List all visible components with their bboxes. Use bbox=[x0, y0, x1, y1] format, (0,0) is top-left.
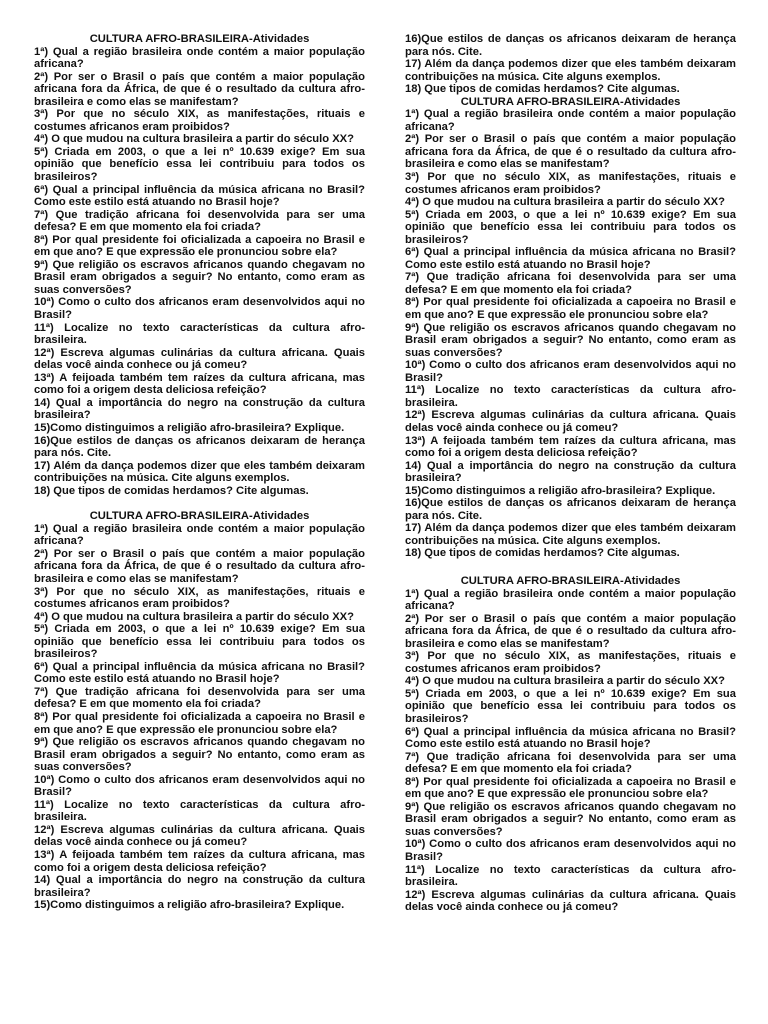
question-item: 17) Além da dança podemos dizer que eles também deixaram contribuições na música. Cite alguns exemplos. bbox=[34, 459, 365, 485]
question-item: 8ª) Por qual presidente foi oficializada a capoeira no Brasil e em que ano? E que expressão ele pronunciou sobre ela? bbox=[405, 296, 736, 322]
question-item: 1ª) Qual a região brasileira onde contém a maior população africana? bbox=[34, 45, 365, 71]
question-item: 4ª) O que mudou na cultura brasileira a partir do século XX? bbox=[34, 610, 354, 623]
continuation-block bbox=[405, 33, 736, 96]
question-item: 1ª) Qual a região brasileira onde contém a maior população africana? bbox=[405, 587, 736, 613]
question-item: 14) Qual a importância do negro na construção da cultura brasileira? bbox=[34, 396, 365, 422]
question-item: 6ª) Qual a principal influência da música africana no Brasil? Como este estilo está atuando no Brasil hoje? bbox=[405, 246, 736, 271]
question-item: 11ª) Localize no texto características da cultura afro-brasileira. bbox=[34, 798, 365, 824]
question-item: 11ª) Localize no texto características da cultura afro-brasileira. bbox=[405, 863, 736, 889]
question-item: 9ª) Que religião os escravos africanos quando chegavam no Brasil eram obrigados a seguir? No entanto, como eram as suas conversões? bbox=[405, 321, 736, 359]
question-item: 3ª) Por que no século XIX, as manifestações, rituais e costumes africanos eram proibidos? bbox=[405, 650, 736, 675]
question-item: 5ª) Criada em 2003, o que a lei nº 10.639 exige? Em sua opinião que benefício essa lei contribuiu para todos os brasileiros? bbox=[405, 208, 736, 246]
question-item: 13ª) A feijoada também tem raízes da cultura africana, mas como foi a origem desta deliciosa refeição? bbox=[34, 371, 365, 397]
activity-block-right-1 bbox=[405, 96, 736, 560]
question-item: 14) Qual a importância do negro na construção da cultura brasileira? bbox=[34, 874, 365, 899]
question-item: 7ª) Que tradição africana foi desenvolvida para ser uma defesa? E em que momento ela foi criada? bbox=[34, 208, 365, 234]
question-item: 16)Que estilos de danças os africanos deixaram de herança para nós. Cite. bbox=[405, 497, 736, 522]
question-item: 17) Além da dança podemos dizer que eles também deixaram contribuições na música. Cite alguns exemplos. bbox=[405, 58, 736, 83]
question-item: 8ª) Por qual presidente foi oficializada a capoeira no Brasil e em que ano? E que expressão ele pronunciou sobre ela? bbox=[405, 775, 736, 801]
question-item: 4ª) O que mudou na cultura brasileira a partir do século XX? bbox=[405, 196, 725, 209]
question-item: 3ª) Por que no século XIX, as manifestações, rituais e costumes africanos eram proibidos? bbox=[34, 585, 365, 611]
question-item: 15)Como distinguimos a religião afro-brasileira? Explique. bbox=[405, 484, 716, 497]
left-column bbox=[34, 33, 365, 912]
question-item: 6ª) Qual a principal influência da música africana no Brasil? Como este estilo está atuando no Brasil hoje? bbox=[405, 725, 736, 751]
activity-block-right-2 bbox=[405, 575, 736, 914]
question-item: 18) Que tipos de comidas herdamos? Cite algumas. bbox=[405, 547, 680, 560]
question-item: 18) Que tipos de comidas herdamos? Cite algumas. bbox=[34, 484, 309, 497]
right-column bbox=[405, 33, 736, 914]
question-item: 6ª) Qual a principal influência da música africana no Brasil? Como este estilo está atuando no Brasil hoje? bbox=[34, 183, 365, 209]
activity-block-left-2 bbox=[34, 510, 365, 912]
question-item: 2ª) Por ser o Brasil o país que contém a maior população africana fora da África, de que é o resultado da cultura afro-brasileira e como elas se manifestam? bbox=[34, 70, 365, 108]
question-item: 5ª) Criada em 2003, o que a lei nº 10.639 exige? Em sua opinião que benefício essa lei contribuiu para todos os brasileiros? bbox=[34, 623, 365, 661]
question-item: 13ª) A feijoada também tem raízes da cultura africana, mas como foi a origem desta deliciosa refeição? bbox=[405, 434, 736, 460]
question-item: 10ª) Como o culto dos africanos eram desenvolvidos aqui no Brasil? bbox=[405, 838, 736, 863]
question-item: 14) Qual a importância do negro na construção da cultura brasileira? bbox=[405, 459, 736, 485]
question-item: 10ª) Como o culto dos africanos eram desenvolvidos aqui no Brasil? bbox=[34, 296, 365, 322]
question-item: 12ª) Escreva algumas culinárias da cultura africana. Quais delas você ainda conhece ou já comeu? bbox=[405, 409, 736, 434]
question-item: 4ª) O que mudou na cultura brasileira a partir do século XX? bbox=[405, 675, 725, 688]
question-item: 10ª) Como o culto dos africanos eram desenvolvidos aqui no Brasil? bbox=[405, 359, 736, 384]
question-item: 7ª) Que tradição africana foi desenvolvida para ser uma defesa? E em que momento ela foi criada? bbox=[405, 271, 736, 296]
question-item: 17) Além da dança podemos dizer que eles também deixaram contribuições na música. Cite alguns exemplos. bbox=[405, 522, 736, 547]
question-item: 12ª) Escreva algumas culinárias da cultura africana. Quais delas você ainda conhece ou já comeu? bbox=[34, 823, 365, 849]
question-item: 16)Que estilos de danças os africanos deixaram de herança para nós. Cite. bbox=[34, 434, 365, 460]
question-item: 2ª) Por ser o Brasil o país que contém a maior população africana fora da África, de que é o resultado da cultura afro-brasileira e como elas se manifestam? bbox=[405, 612, 736, 650]
question-item: 11ª) Localize no texto características da cultura afro-brasileira. bbox=[405, 384, 736, 409]
question-item: 8ª) Por qual presidente foi oficializada a capoeira no Brasil e em que ano? E que expressão ele pronunciou sobre ela? bbox=[34, 710, 365, 736]
question-item: 10ª) Como o culto dos africanos eram desenvolvidos aqui no Brasil? bbox=[34, 773, 365, 799]
question-item: 7ª) Que tradição africana foi desenvolvida para ser uma defesa? E em que momento ela foi criada? bbox=[405, 750, 736, 776]
block-spacer bbox=[405, 560, 736, 575]
question-item: 1ª) Qual a região brasileira onde contém a maior população africana? bbox=[34, 522, 365, 548]
question-item: 12ª) Escreva algumas culinárias da cultura africana. Quais delas você ainda conhece ou já comeu? bbox=[405, 888, 736, 914]
question-item: 8ª) Por qual presidente foi oficializada a capoeira no Brasil e em que ano? E que expressão ele pronunciou sobre ela? bbox=[34, 233, 365, 259]
question-item: 9ª) Que religião os escravos africanos quando chegavam no Brasil eram obrigados a seguir? No entanto, como eram as suas conversões? bbox=[34, 258, 365, 296]
question-item: 16)Que estilos de danças os africanos deixaram de herança para nós. Cite. bbox=[405, 33, 736, 58]
question-item: 7ª) Que tradição africana foi desenvolvida para ser uma defesa? E em que momento ela foi criada? bbox=[34, 685, 365, 711]
block-title: CULTURA AFRO-BRASILEIRA-Atividades bbox=[89, 33, 310, 45]
question-item: 4ª) O que mudou na cultura brasileira a partir do século XX? bbox=[34, 133, 354, 146]
question-item: 15)Como distinguimos a religião afro-brasileira? Explique. bbox=[34, 899, 345, 912]
block-title: CULTURA AFRO-BRASILEIRA-Atividades bbox=[460, 574, 681, 587]
question-item: 3ª) Por que no século XIX, as manifestações, rituais e costumes africanos eram proibidos? bbox=[34, 108, 365, 133]
question-item: 3ª) Por que no século XIX, as manifestações, rituais e costumes africanos eram proibidos? bbox=[405, 171, 736, 196]
block-title: CULTURA AFRO-BRASILEIRA-Atividades bbox=[89, 510, 310, 523]
question-item: 6ª) Qual a principal influência da música africana no Brasil? Como este estilo está atuando no Brasil hoje? bbox=[34, 660, 365, 686]
question-item: 18) Que tipos de comidas herdamos? Cite algumas. bbox=[405, 83, 680, 96]
question-item: 12ª) Escreva algumas culinárias da cultura africana. Quais delas você ainda conhece ou já comeu? bbox=[34, 346, 365, 372]
question-item: 15)Como distinguimos a religião afro-brasileira? Explique. bbox=[34, 421, 345, 434]
question-item: 5ª) Criada em 2003, o que a lei nº 10.639 exige? Em sua opinião que benefício essa lei contribuiu para todos os brasileiros? bbox=[405, 687, 736, 725]
question-item: 11ª) Localize no texto características da cultura afro-brasileira. bbox=[34, 321, 365, 347]
question-item: 2ª) Por ser o Brasil o país que contém a maior população africana fora da África, de que é o resultado da cultura afro-brasileira e como elas se manifestam? bbox=[34, 547, 365, 585]
block-title: CULTURA AFRO-BRASILEIRA-Atividades bbox=[460, 95, 681, 108]
question-item: 1ª) Qual a região brasileira onde contém a maior população africana? bbox=[405, 108, 736, 133]
question-item: 9ª) Que religião os escravos africanos quando chegavam no Brasil eram obrigados a seguir? No entanto, como eram as suas conversões? bbox=[34, 736, 365, 774]
question-item: 5ª) Criada em 2003, o que a lei nº 10.639 exige? Em sua opinião que benefício essa lei contribuiu para todos os brasileiros? bbox=[34, 145, 365, 184]
question-item: 9ª) Que religião os escravos africanos quando chegavam no Brasil eram obrigados a seguir? No entanto, como eram as suas conversões? bbox=[405, 800, 736, 838]
question-item: 2ª) Por ser o Brasil o país que contém a maior população africana fora da África, de que é o resultado da cultura afro-brasileira e como elas se manifestam? bbox=[405, 133, 736, 171]
question-item: 13ª) A feijoada também tem raízes da cultura africana, mas como foi a origem desta deliciosa refeição? bbox=[34, 849, 365, 874]
activity-block-left-1 bbox=[34, 33, 365, 497]
block-spacer bbox=[34, 497, 365, 510]
